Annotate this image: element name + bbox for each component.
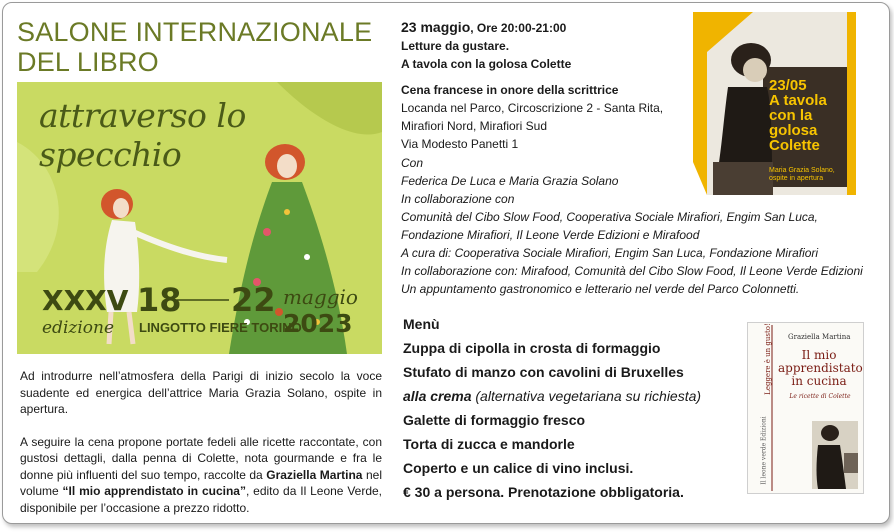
menu-item-2-sauce: alla crema [403, 388, 472, 404]
cover-title-3: con la [769, 107, 813, 124]
edition-number: XXXV [42, 284, 129, 317]
credits-collab-2: Fondazione Mirafiori, Il Leone Verde Edizioni e Mirafood [401, 228, 700, 242]
event-header [401, 18, 701, 73]
credits-collab-label: In collaborazione con [401, 192, 515, 206]
book-spine [752, 325, 774, 491]
description [20, 368, 382, 532]
event-line-1: Letture da gustare. [401, 39, 510, 53]
edition-word: edizione [42, 318, 115, 338]
credits-with-names: Federica De Luca e Maria Grazia Solano [401, 174, 619, 188]
info-district: Mirafiori Nord, Mirafiori Sud [401, 119, 548, 133]
credits-collab-3: In collaborazione con: Mirafood, Comunità del Cibo Slow Food, Il Leone Verde Edizioni [401, 264, 863, 278]
menu-item-3: Galette di formaggio fresco [403, 412, 586, 428]
menu [403, 312, 743, 504]
poster-title: attraverso lo specchio [39, 96, 246, 174]
event-cover-image [693, 12, 856, 195]
desc-text-a: A seguire la cena propone portate fedeli alle ricette raccontate, con gustosi dettagli, dalla penna di Colette, nota gourmande e fra le donne più influenti del suo tempo, raccolte da [20, 434, 382, 482]
book-subtitle: Le ricette di Colette [789, 393, 851, 400]
cover-subtitle: Maria Grazia Solano, ospite in apertura [769, 167, 835, 182]
venue-place: LINGOTTO FIERE TORINO [139, 320, 302, 335]
event-date: 23 maggio [401, 19, 471, 35]
book-collection: Leggere è un gusto! [763, 323, 772, 395]
credits-curated: A cura di: Cooperativa Sociale Mirafiori, Engim San Luca, Fondazione Mirafiori [401, 246, 819, 260]
cover-title-2: A tavola [769, 92, 827, 109]
date-start: 18 [137, 281, 182, 319]
credits-collab-1: Comunità del Cibo Slow Food, Cooperativa Sociale Mirafiori, Engim San Luca, [401, 210, 818, 224]
credits-closing: Un appuntamento gastronomico e letterario nel verde del Parco Colonnetti. [401, 282, 800, 296]
cover-title-4: golosa [769, 122, 818, 139]
date-end: 22 [231, 281, 276, 319]
menu-item-1: Zuppa di cipolla in crosta di formaggio [403, 340, 661, 356]
info-heading: Cena francese in onore della scrittrice [401, 83, 619, 97]
menu-item-2-cont [403, 384, 743, 408]
page-title [17, 17, 387, 77]
menu-item-4: Torta di zucca e mandorle [403, 436, 575, 452]
menu-item-2-note: (alternativa vegetariana su richiesta) [471, 388, 702, 404]
book-title-cover: Il mio apprendistato in cucina [778, 348, 863, 388]
event-line-2: A tavola con la golosa Colette [401, 57, 572, 71]
menu-item-2: Stufato di manzo con cavolini di Bruxelles [403, 364, 684, 380]
cover-title-1: 23/05 [769, 77, 807, 94]
info-address: Via Modesto Panetti 1 [401, 137, 519, 151]
book-title: “Il mio apprendistato in cucina” [62, 484, 246, 498]
author-name: Graziella Martina [266, 467, 363, 482]
credits-with-label: Con [401, 156, 424, 170]
book-cover [747, 322, 864, 494]
event-time: , Ore 20:00-21:00 [470, 21, 567, 35]
menu-item-5: Coperto e un calice di vino inclusi. [403, 460, 634, 476]
book-author: Graziella Martina [788, 333, 851, 341]
info-venue: Locanda nel Parco, Circoscrizione 2 - Santa Rita, [401, 101, 664, 115]
book-publisher: Il leone verde Edizioni [760, 416, 768, 485]
event-info [401, 81, 701, 153]
salone-poster [17, 82, 382, 354]
title-line-2: DEL LIBRO [17, 47, 159, 77]
year: 2023 [283, 309, 353, 338]
menu-heading: Menù [403, 316, 440, 332]
title-line-1: SALONE INTERNAZIONALE [17, 17, 373, 47]
description-paragraph-1: Ad introdurre nell’atmosfera della Parigi di inizio secolo la voce suadente ed energica dell’attrice Maria Grazia Solano, ospite in apertura. [20, 369, 382, 416]
menu-price: € 30 a persona. Prenotazione obbligatoria. [403, 484, 684, 500]
description-paragraph-2 [20, 434, 382, 517]
date-month: maggio [283, 285, 358, 309]
cover-title [769, 78, 856, 153]
desc-text-c: , edito da Il Leone Verde, disponibile per l’occasione a prezzo ridotto. [20, 484, 383, 515]
cover-title-5: Colette [769, 137, 820, 154]
desc-text-b: nel volume [20, 467, 382, 498]
